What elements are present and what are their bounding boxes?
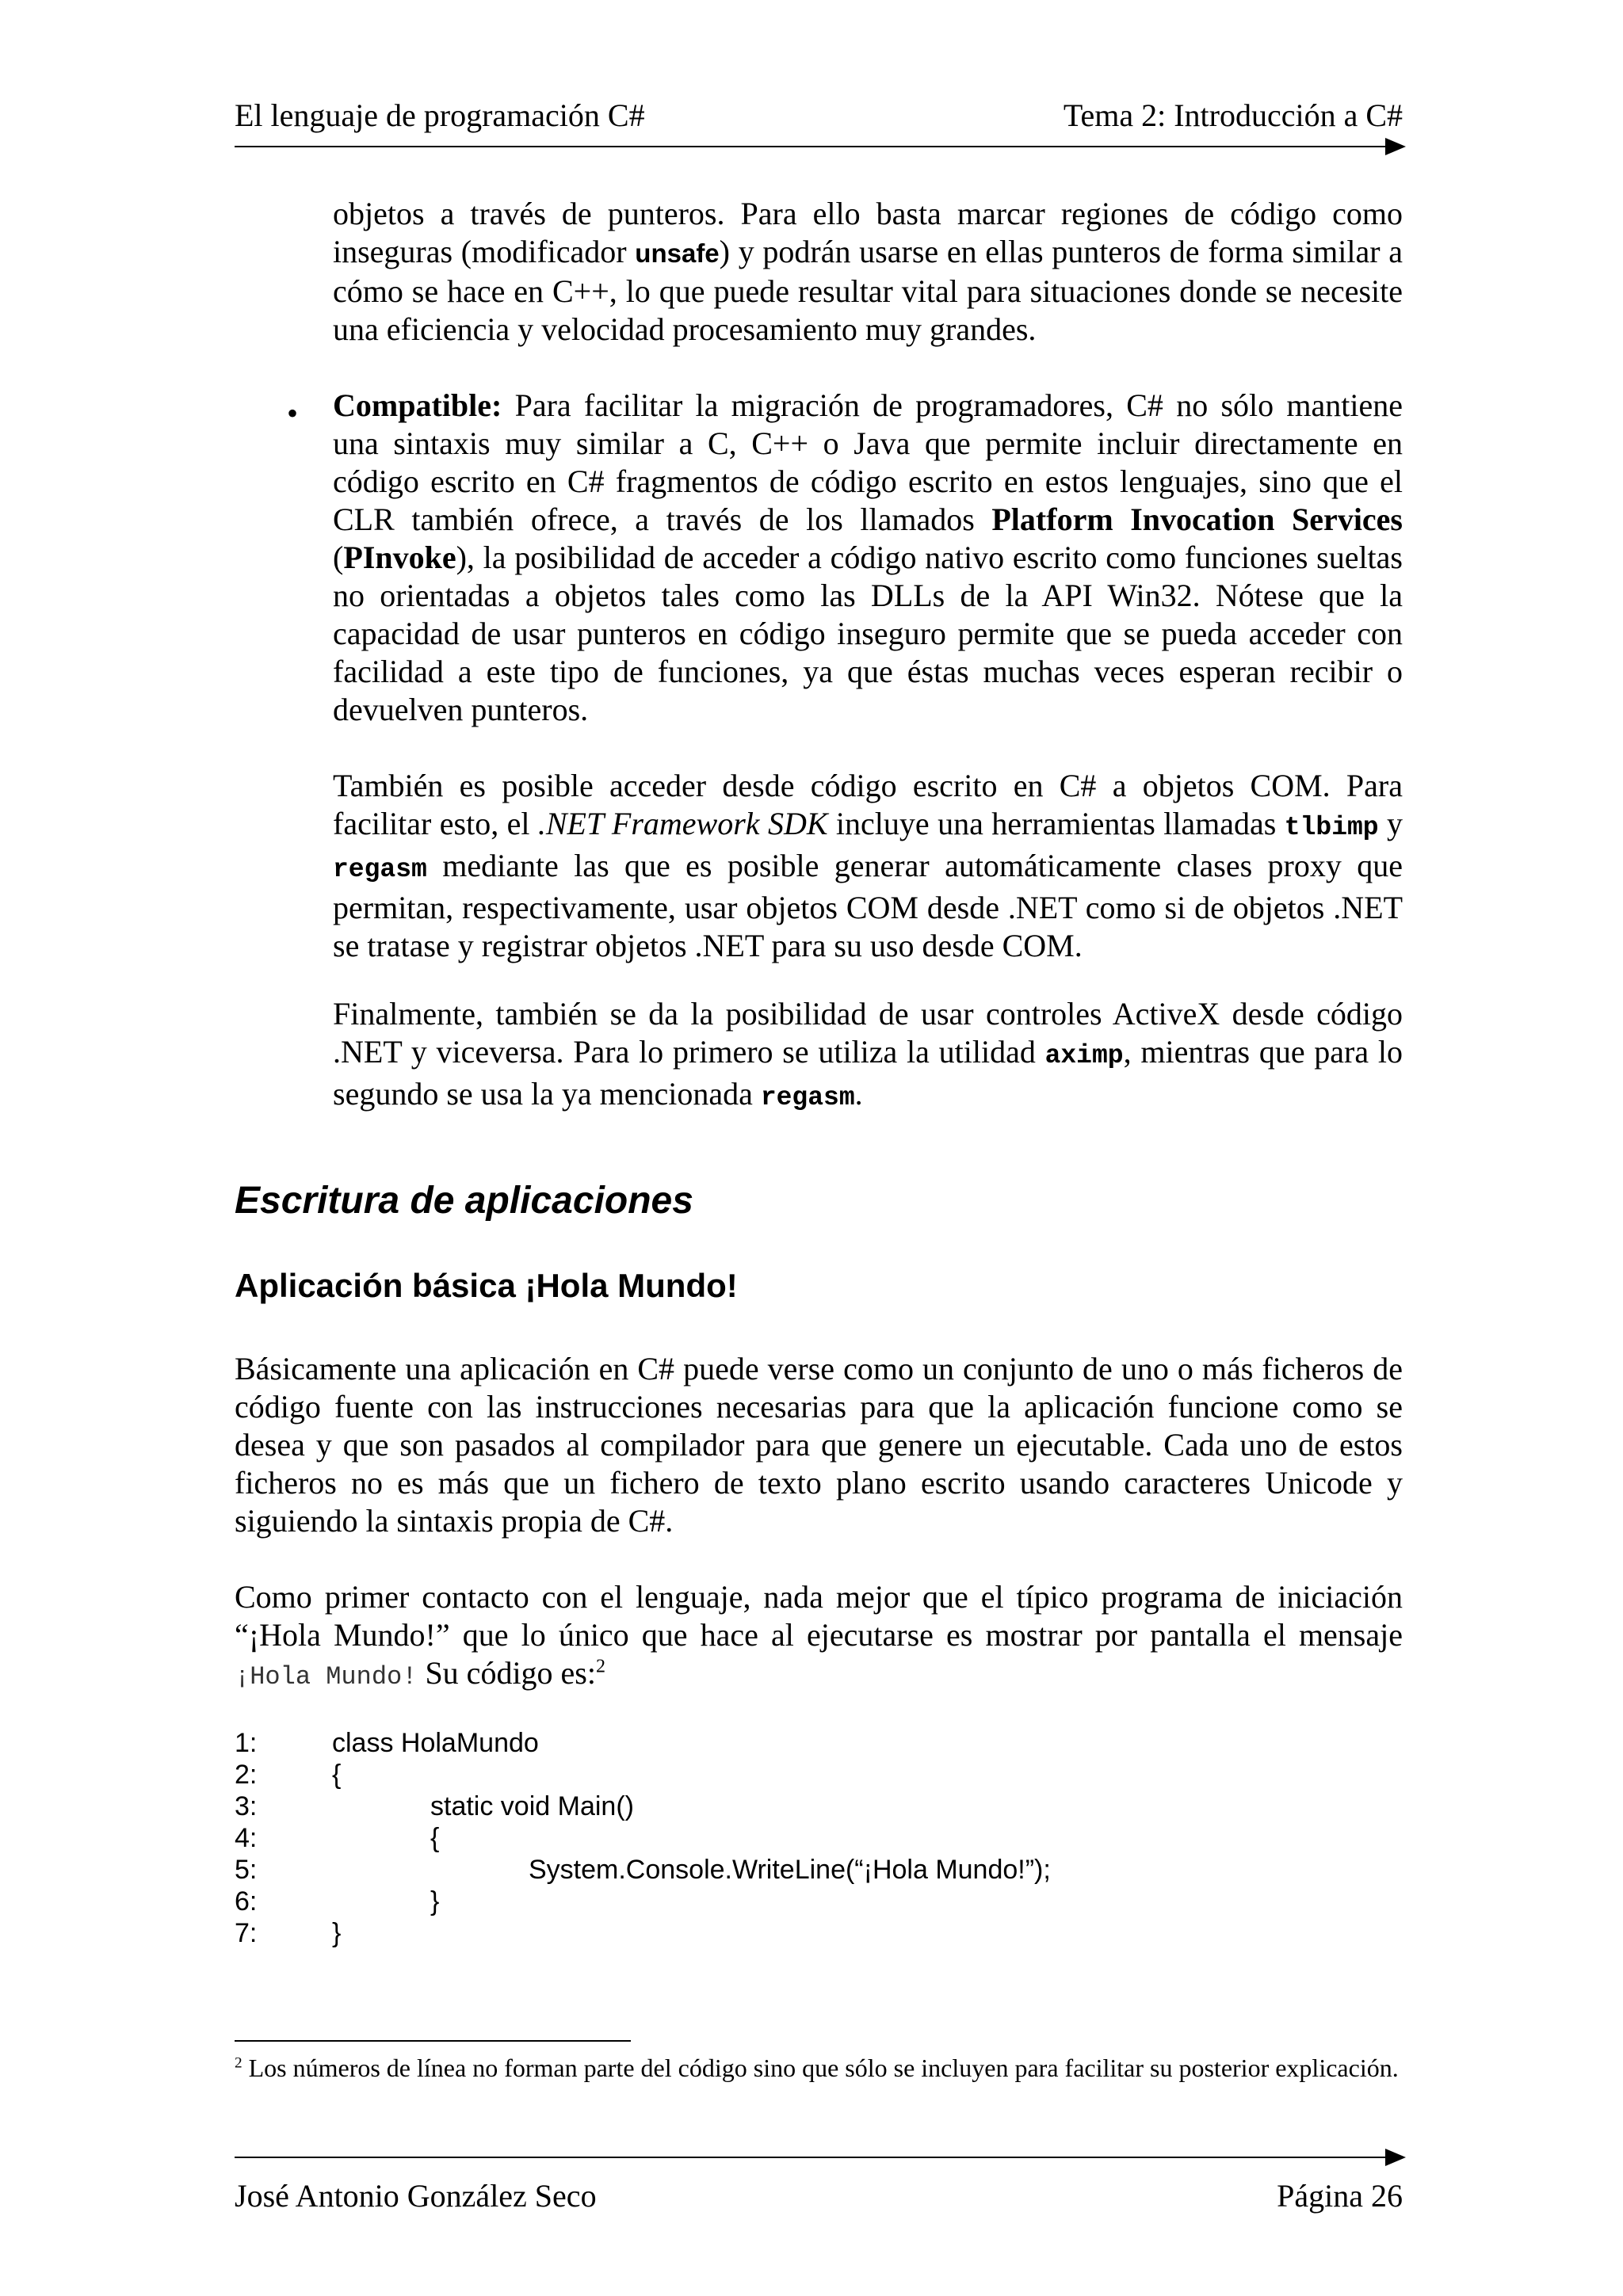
code-line-text: class HolaMundo [332,1728,539,1758]
footnote-mark: 2 [235,2054,242,2072]
paragraph-intro: Como primer contacto con el lenguaje, nada mejor que el típico programa de iniciación “¡Hola Mundo!” que lo único que hace al ejecutarse es mostrar por pantalla el mensaje ¡Hola Mundo! Su código es:$^2$ [235,1579,1403,1691]
code-tlbimp: tlbimp [1284,813,1379,842]
paragraph-basic: Básicamente una aplicación en C# puede verse como un conjunto de uno o más ficheros de código fuente con las instrucciones necesarias para que la aplicación funcione como se desea y que son pasados al compilador para que genere un ejecutable. Cada uno de estos ficheros no es más que un fichero de texto plano escrito usando caracteres Unicode y siguiendo la sintaxis propia de C#. [235,1351,1403,1539]
paragraph-com: También es posible acceder desde código escrito en C# a objetos COM. Para facilitar esto, el .NET Framework SDK incluye una herramientas llamadas tlbimp y regasm mediante las que es posible generar automáticamente clases proxy que permitan, respectivamente, usar objetos COM desde .NET como si de objetos .NET se tratase y registrar objetos .NET para su uso desde COM. [333,768,1403,963]
code-regasm: regasm [333,855,427,884]
code-line [235,1854,1051,1886]
footnote-rule [235,2040,631,2042]
bullet-icon: • [287,395,299,431]
code-line-number: 1: [235,1728,258,1758]
code-regasm-2: regasm [760,1083,855,1112]
paragraph-activex: Finalmente, también se da la posibilidad de usar controles ActiveX desde código .NET y viceversa. Para lo primero se utiliza la utilidad aximp, mientras que para lo segundo se usa la ya mencionada regasm. [333,996,1403,1112]
code-listing [235,1727,1051,1949]
footnote [235,2052,1403,2084]
page-number: Página 26 [1277,2178,1403,2214]
message-hola-mundo: ¡Hola Mundo! [235,1662,418,1691]
footer-arrow-icon [1385,2149,1406,2166]
code-line [235,1759,1051,1791]
term-compatible: Compatible: [333,387,502,423]
code-line [235,1822,1051,1854]
code-line [235,1727,1051,1759]
footer-author: José Antonio González Seco [235,2178,597,2214]
header-right: Tema 2: Introducción a C# [1063,97,1403,133]
page-header [235,97,1403,135]
code-line-number: 3: [235,1791,258,1821]
code-line-number: 4: [235,1823,258,1853]
code-line-text: System.Console.WriteLine(“¡Hola Mundo!”); [529,1855,1051,1885]
header-rule [235,146,1403,147]
footnote-ref: 2 [595,1656,605,1677]
paragraph-pointers: objetos a través de punteros. Para ello basta marcar regiones de código como inseguras (modificador unsafe) y podrán usarse en ellas punteros de forma similar a cómo se hace en C++, lo que puede resultar vital para situaciones donde se necesite una eficiencia y velocidad procesamiento muy grandes. [333,196,1403,347]
code-line-number: 7: [235,1918,258,1948]
code-unsafe: unsafe [635,238,720,268]
code-aximp: aximp [1044,1041,1124,1070]
code-line-text: { [430,1823,440,1853]
section-title: Escritura de aplicaciones [235,1180,693,1222]
code-line [235,1791,1051,1822]
code-line [235,1886,1051,1917]
code-line-text: } [430,1886,440,1917]
code-line-text: { [332,1760,342,1790]
paragraph-compatible: Compatible: Para facilitar la migración de programadores, C# no sólo mantiene una sintaxis muy similar a C, C++ o Java que permite incluir directamente en código escrito en C# fragmentos de código escrito en estos lenguajes, sino que el CLR también ofrece, a través de los llamados Platform Invocation Services (PInvoke), la posibilidad de acceder a código nativo escrito como funciones sueltas no orientadas a objetos tales como las DLLs de la API Win32. Nótese que la capacidad de usar punteros en código inseguro permite que se pueda acceder con facilidad a este tipo de funciones, ya que éstas muchas veces esperan recibir o devuelven punteros. [333,387,1403,727]
code-line-number: 2: [235,1760,258,1790]
code-line-text: static void Main() [430,1791,634,1821]
code-line-number: 5: [235,1855,258,1885]
footnote-text: Los números de línea no forman parte del código sino que sólo se incluyen para facilitar su posterior explicación. [242,2054,1399,2082]
subsection-title: Aplicación básica ¡Hola Mundo! [235,1267,738,1304]
code-line-text: } [332,1918,342,1948]
code-line [235,1917,1051,1949]
header-left: El lenguaje de programación C# [235,97,645,133]
page-footer [235,2177,1403,2215]
footer-rule [235,2157,1403,2158]
header-arrow-icon [1385,138,1406,155]
code-line-number: 6: [235,1886,258,1917]
